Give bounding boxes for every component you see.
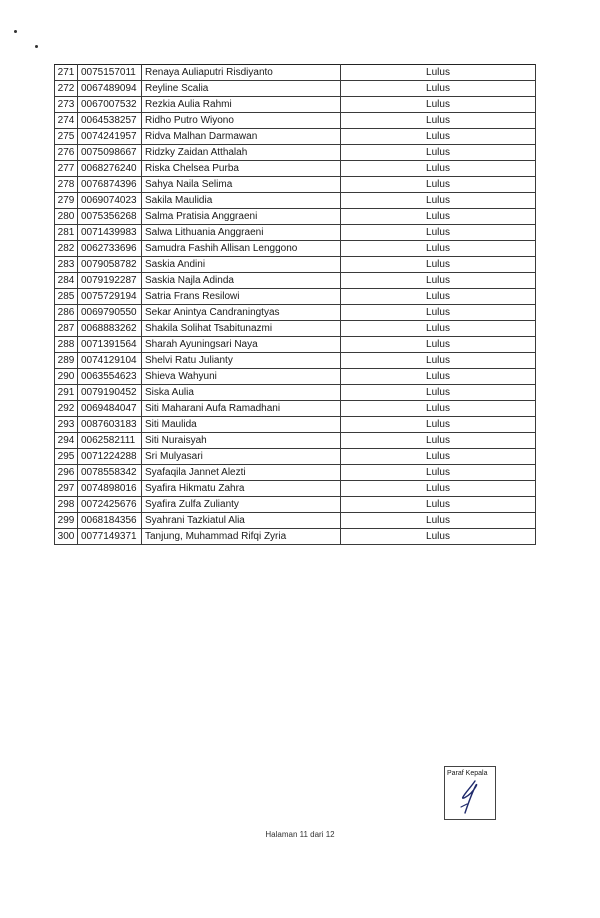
graduation-status: Lulus (341, 113, 536, 129)
initials-label: Paraf Kepala (447, 770, 488, 777)
student-nisn: 0074241957 (78, 129, 142, 145)
table-row (55, 113, 536, 129)
student-name: Syahrani Tazkiatul Alia (142, 513, 341, 529)
table-row (55, 65, 536, 81)
table-row (55, 193, 536, 209)
row-number: 294 (55, 433, 78, 449)
graduation-status: Lulus (341, 129, 536, 145)
student-nisn: 0074129104 (78, 353, 142, 369)
page-footer: Halaman 11 dari 12 (265, 830, 335, 839)
row-number: 286 (55, 305, 78, 321)
graduation-status: Lulus (341, 465, 536, 481)
student-nisn: 0062733696 (78, 241, 142, 257)
student-name: Samudra Fashih Allisan Lenggono (142, 241, 341, 257)
student-name: Riska Chelsea Purba (142, 161, 341, 177)
row-number: 291 (55, 385, 78, 401)
graduation-status: Lulus (341, 209, 536, 225)
student-name: Sekar Anintya Candraningtyas (142, 305, 341, 321)
student-nisn: 0071224288 (78, 449, 142, 465)
table-row (55, 353, 536, 369)
graduation-status: Lulus (341, 433, 536, 449)
row-number: 279 (55, 193, 78, 209)
table-row (55, 241, 536, 257)
student-nisn: 0075098667 (78, 145, 142, 161)
student-name: Rezkia Aulia Rahmi (142, 97, 341, 113)
table-row (55, 417, 536, 433)
row-number: 275 (55, 129, 78, 145)
student-nisn: 0071439983 (78, 225, 142, 241)
row-number: 284 (55, 273, 78, 289)
graduation-status: Lulus (341, 65, 536, 81)
student-nisn: 0069484047 (78, 401, 142, 417)
table-row (55, 529, 536, 545)
student-nisn: 0075356268 (78, 209, 142, 225)
table-row (55, 145, 536, 161)
graduation-status: Lulus (341, 81, 536, 97)
row-number: 293 (55, 417, 78, 433)
graduation-status: Lulus (341, 529, 536, 545)
graduation-status: Lulus (341, 305, 536, 321)
student-name: Shakila Solihat Tsabitunazmi (142, 321, 341, 337)
row-number: 295 (55, 449, 78, 465)
graduation-status: Lulus (341, 337, 536, 353)
table-row (55, 401, 536, 417)
row-number: 287 (55, 321, 78, 337)
student-name: Siti Maharani Aufa Ramadhani (142, 401, 341, 417)
table-row (55, 449, 536, 465)
student-nisn: 0068883262 (78, 321, 142, 337)
student-nisn: 0068184356 (78, 513, 142, 529)
graduation-status: Lulus (341, 257, 536, 273)
row-number: 288 (55, 337, 78, 353)
graduation-status: Lulus (341, 241, 536, 257)
table-row (55, 209, 536, 225)
table-row (55, 225, 536, 241)
row-number: 272 (55, 81, 78, 97)
student-name: Ridho Putro Wiyono (142, 113, 341, 129)
graduation-status: Lulus (341, 449, 536, 465)
student-name: Saskia Andini (142, 257, 341, 273)
table-row (55, 81, 536, 97)
student-name: Shelvi Ratu Julianty (142, 353, 341, 369)
graduation-status: Lulus (341, 193, 536, 209)
graduation-status: Lulus (341, 225, 536, 241)
table-row (55, 321, 536, 337)
student-name: Salma Pratisia Anggraeni (142, 209, 341, 225)
table-row (55, 369, 536, 385)
student-name: Siti Nuraisyah (142, 433, 341, 449)
handwritten-initials (445, 767, 495, 819)
table-row (55, 305, 536, 321)
student-name: Sahya Naila Selima (142, 177, 341, 193)
student-name: Reyline Scalia (142, 81, 341, 97)
student-nisn: 0087603183 (78, 417, 142, 433)
student-nisn: 0076874396 (78, 177, 142, 193)
student-name: Satria Frans Resilowi (142, 289, 341, 305)
table-row (55, 513, 536, 529)
row-number: 271 (55, 65, 78, 81)
table-row (55, 129, 536, 145)
student-nisn: 0068276240 (78, 161, 142, 177)
graduation-status: Lulus (341, 177, 536, 193)
graduation-status: Lulus (341, 161, 536, 177)
graduation-status: Lulus (341, 289, 536, 305)
row-number: 283 (55, 257, 78, 273)
student-name: Syafira Zulfa Zulianty (142, 497, 341, 513)
student-name: Tanjung, Muhammad Rifqi Zyria (142, 529, 341, 545)
row-number: 289 (55, 353, 78, 369)
scan-speck (35, 45, 38, 48)
student-name: Salwa Lithuania Anggraeni (142, 225, 341, 241)
table-row (55, 289, 536, 305)
graduation-status: Lulus (341, 369, 536, 385)
row-number: 277 (55, 161, 78, 177)
table-row (55, 97, 536, 113)
student-nisn: 0069074023 (78, 193, 142, 209)
initials-box (444, 766, 496, 820)
student-name: Siti Maulida (142, 417, 341, 433)
row-number: 299 (55, 513, 78, 529)
student-nisn: 0063554623 (78, 369, 142, 385)
table-row (55, 273, 536, 289)
table-row (55, 177, 536, 193)
graduation-status: Lulus (341, 385, 536, 401)
row-number: 292 (55, 401, 78, 417)
table-row (55, 481, 536, 497)
row-number: 274 (55, 113, 78, 129)
student-name: Sri Mulyasari (142, 449, 341, 465)
row-number: 282 (55, 241, 78, 257)
student-nisn: 0075157011 (78, 65, 142, 81)
row-number: 300 (55, 529, 78, 545)
table-row (55, 497, 536, 513)
student-nisn: 0079192287 (78, 273, 142, 289)
student-name: Sharah Ayuningsari Naya (142, 337, 341, 353)
student-nisn: 0069790550 (78, 305, 142, 321)
row-number: 280 (55, 209, 78, 225)
table-row (55, 337, 536, 353)
student-name: Saskia Najla Adinda (142, 273, 341, 289)
student-name: Renaya Auliaputri Risdiyanto (142, 65, 341, 81)
student-nisn: 0077149371 (78, 529, 142, 545)
student-name: Ridzky Zaidan Atthalah (142, 145, 341, 161)
table-row (55, 257, 536, 273)
table-row (55, 433, 536, 449)
student-nisn: 0067007532 (78, 97, 142, 113)
row-number: 285 (55, 289, 78, 305)
graduation-status: Lulus (341, 417, 536, 433)
row-number: 296 (55, 465, 78, 481)
graduation-status: Lulus (341, 97, 536, 113)
table-row (55, 465, 536, 481)
student-nisn: 0075729194 (78, 289, 142, 305)
student-name: Syafira Hikmatu Zahra (142, 481, 341, 497)
student-nisn: 0079058782 (78, 257, 142, 273)
graduation-status: Lulus (341, 497, 536, 513)
row-number: 276 (55, 145, 78, 161)
student-name: Syafaqila Jannet Alezti (142, 465, 341, 481)
graduation-status: Lulus (341, 273, 536, 289)
row-number: 290 (55, 369, 78, 385)
graduation-status: Lulus (341, 145, 536, 161)
student-nisn: 0067489094 (78, 81, 142, 97)
graduation-status: Lulus (341, 401, 536, 417)
scan-speck (14, 30, 17, 33)
student-nisn: 0062582111 (78, 433, 142, 449)
row-number: 278 (55, 177, 78, 193)
student-name: Sakila Maulidia (142, 193, 341, 209)
row-number: 298 (55, 497, 78, 513)
student-nisn: 0078558342 (78, 465, 142, 481)
graduation-status: Lulus (341, 481, 536, 497)
student-results-table (54, 64, 536, 545)
student-nisn: 0071391564 (78, 337, 142, 353)
table-row (55, 161, 536, 177)
student-name: Siska Aulia (142, 385, 341, 401)
table-row (55, 385, 536, 401)
student-nisn: 0074898016 (78, 481, 142, 497)
student-nisn: 0079190452 (78, 385, 142, 401)
graduation-status: Lulus (341, 321, 536, 337)
row-number: 273 (55, 97, 78, 113)
student-nisn: 0064538257 (78, 113, 142, 129)
graduation-status: Lulus (341, 513, 536, 529)
row-number: 281 (55, 225, 78, 241)
row-number: 297 (55, 481, 78, 497)
student-name: Ridva Malhan Darmawan (142, 129, 341, 145)
student-name: Shieva Wahyuni (142, 369, 341, 385)
graduation-status: Lulus (341, 353, 536, 369)
student-nisn: 0072425676 (78, 497, 142, 513)
